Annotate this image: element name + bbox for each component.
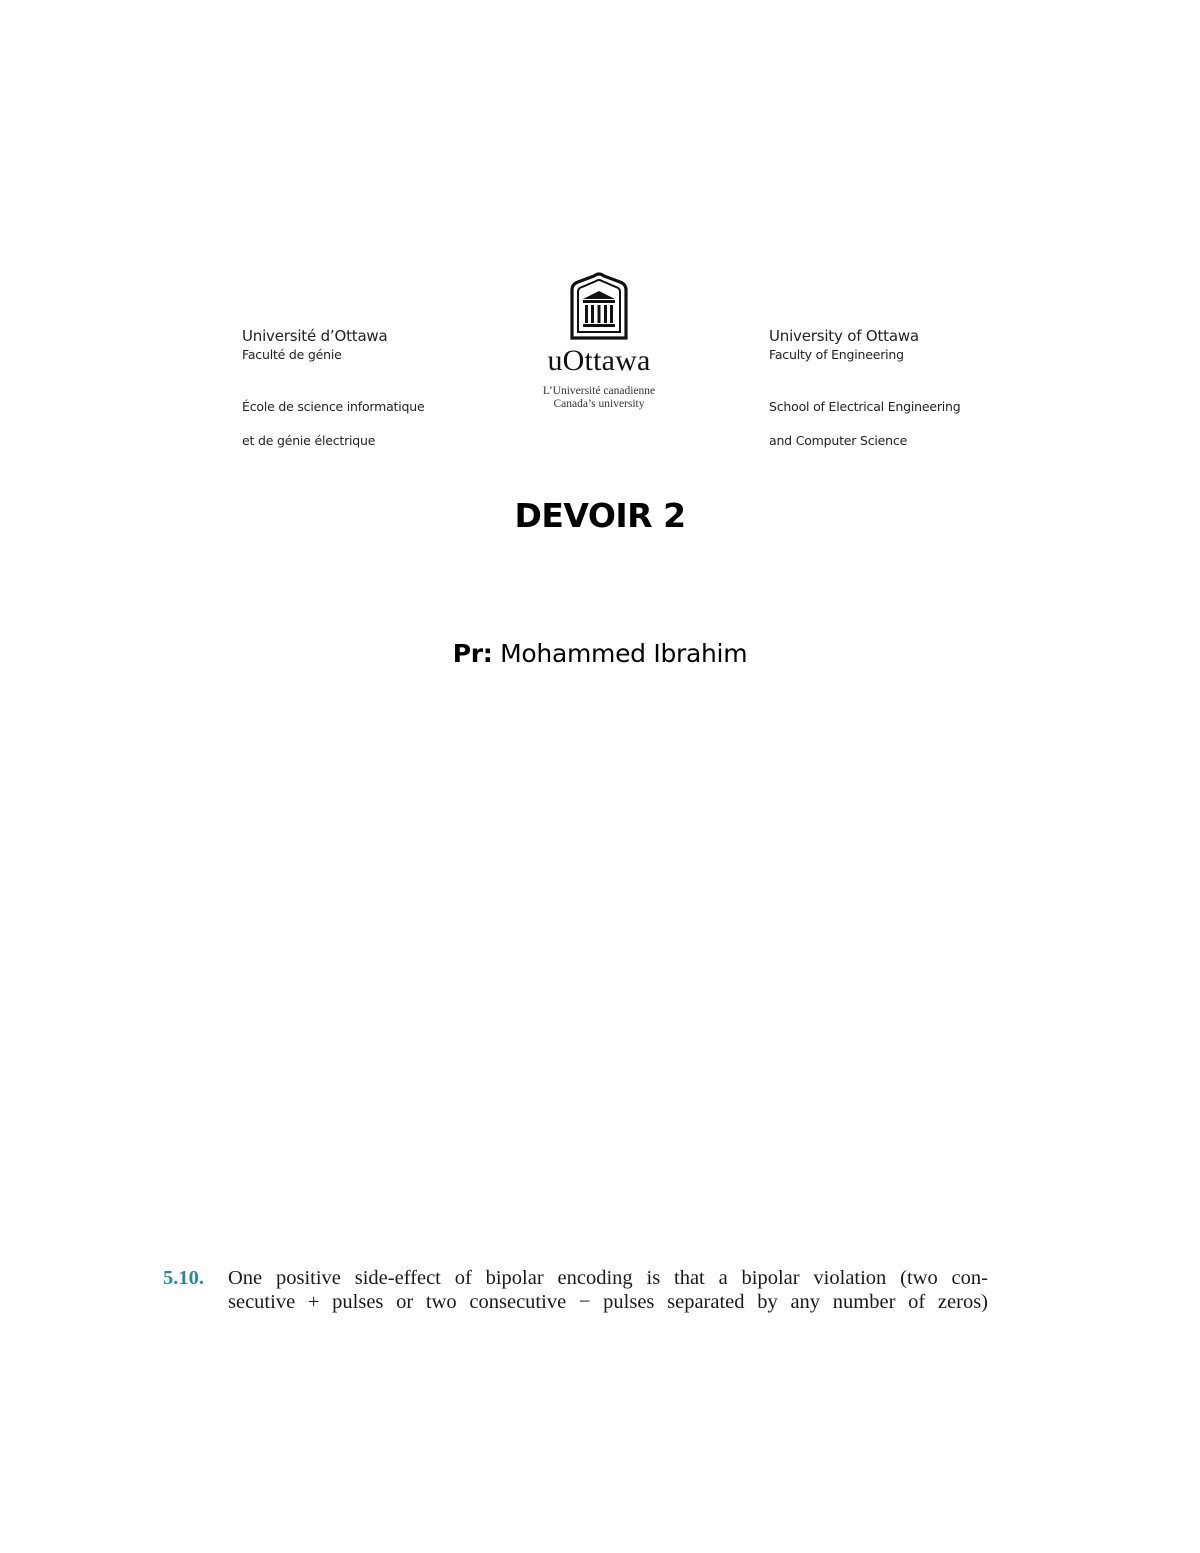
school-name-fr-line1: École de science informatique (242, 399, 425, 414)
school-name-en (769, 381, 961, 466)
document-title: DEVOIR 2 (514, 496, 686, 535)
problem-number: 5.10. (163, 1267, 204, 1289)
problem-text-line2: secutive + pulses or two consecutive − pulses separated by any number of zeros) (228, 1291, 988, 1313)
school-name-fr (242, 381, 424, 466)
professor-name: Mohammed Ibrahim (500, 639, 748, 668)
uottawa-logo (500, 270, 698, 411)
university-name-en: University of Ottawa (769, 327, 919, 345)
problem-statement (163, 1266, 988, 1314)
problem-text (228, 1266, 988, 1314)
professor-label: Pr: (452, 639, 493, 668)
university-name-fr: Université d’Ottawa (242, 327, 388, 345)
uottawa-wordmark: uOttawa (547, 344, 651, 377)
tagline-fr: L’Université canadienne (542, 385, 656, 397)
faculty-name-fr: Faculté de génie (242, 347, 342, 362)
university-building-icon (568, 270, 630, 340)
logo-tagline (500, 385, 698, 411)
professor-line (0, 637, 1200, 671)
faculty-name-en: Faculty of Engineering (769, 347, 904, 362)
letterhead-french (242, 327, 424, 466)
letterhead-english (769, 327, 961, 466)
school-name-en-line1: School of Electrical Engineering (769, 399, 961, 414)
school-name-fr-line2: et de génie électrique (242, 433, 376, 448)
tagline-en: Canada’s university (553, 398, 645, 410)
problem-text-line1: One positive side-effect of bipolar encoding is that a bipolar violation (two con- (228, 1267, 988, 1289)
school-name-en-line2: and Computer Science (769, 433, 908, 448)
